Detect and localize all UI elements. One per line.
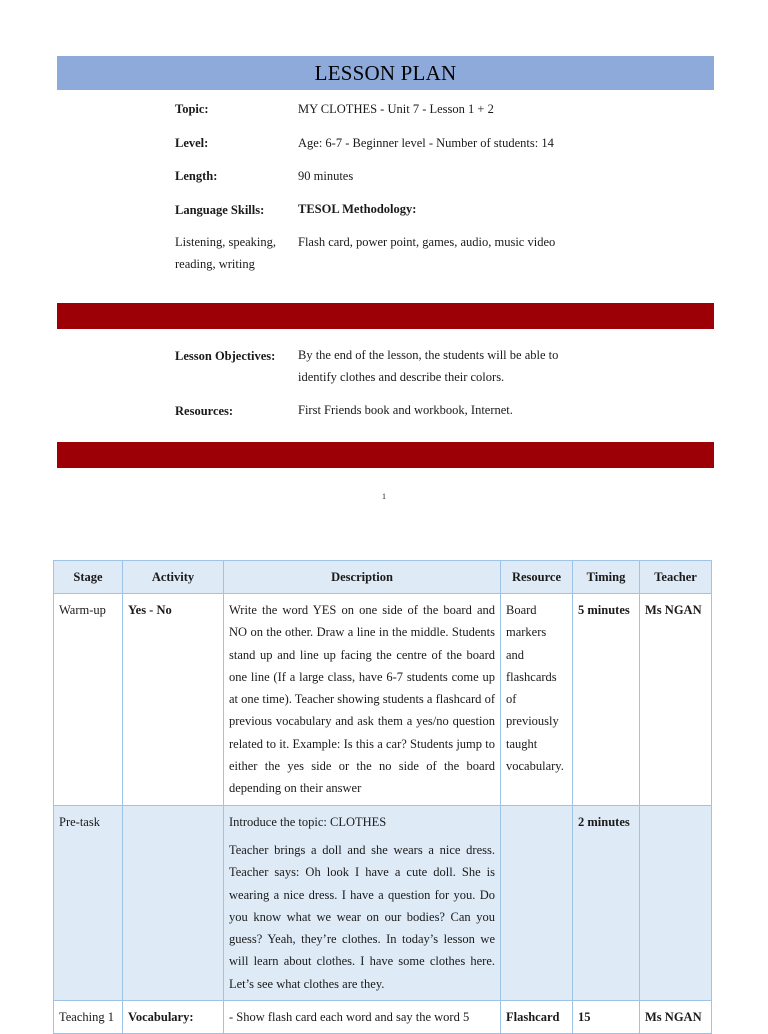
header-activity: Activity: [123, 561, 224, 594]
cell-description: Write the word YES on one side of the board and NO on the other. Draw a line in the middle. Students stand up and line up facing the centre of the board one line (If a large class, have 6-7 students come up at one time). Teacher showing students a flashcard of previous vocabulary and ask them a yes/no question related to it. Example: Is this a car? Students jump to either the yes side or the no side of the board depending on their answer: [224, 594, 501, 806]
lesson-plan-table: [53, 560, 712, 1034]
description-intro: Introduce the topic: CLOTHES: [229, 814, 387, 829]
cell-activity: [123, 805, 224, 1000]
lesson-objectives-label: Lesson Objectives:: [175, 349, 276, 363]
resources-label: Resources:: [175, 404, 234, 418]
table-header-row: [54, 561, 712, 594]
cell-resource: Flashcard: [501, 1001, 573, 1034]
length-label: Length:: [175, 169, 218, 183]
section-divider-red: [57, 303, 714, 329]
length-value: 90 minutes: [298, 169, 354, 183]
methodology-value: Flash card, power point, games, audio, music video: [298, 235, 556, 249]
cell-stage: Pre-task: [54, 805, 123, 1000]
section-divider-red-2: [57, 442, 714, 468]
cell-description: [224, 805, 501, 1000]
cell-stage: Warm-up: [54, 594, 123, 806]
level-label: Level:: [175, 136, 209, 150]
level-value: Age: 6-7 - Beginner level - Number of students: 14: [298, 136, 554, 150]
header-resource: Resource: [501, 561, 573, 594]
methodology-label: TESOL Methodology:: [298, 202, 417, 216]
cell-stage: Teaching 1: [54, 1001, 123, 1034]
header-teacher: Teacher: [640, 561, 712, 594]
table-row: [54, 594, 712, 806]
lesson-objectives-value: By the end of the lesson, the students will be able to identify clothes and describe their colors.: [298, 348, 559, 384]
cell-description: - Show flash card each word and say the word 5: [224, 1001, 501, 1034]
table-row: [54, 805, 712, 1000]
cell-teacher: [640, 805, 712, 1000]
language-skills-label: Language Skills:: [175, 203, 265, 217]
cell-teacher: Ms NGAN: [640, 1001, 712, 1034]
cell-timing: 5 minutes: [573, 594, 640, 806]
cell-activity: Vocabulary:: [123, 1001, 224, 1034]
cell-timing: 2 minutes: [573, 805, 640, 1000]
cell-teacher: Ms NGAN: [640, 594, 712, 806]
cell-activity: Yes - No: [123, 594, 224, 806]
cell-timing: 15: [573, 1001, 640, 1034]
header-timing: Timing: [573, 561, 640, 594]
topic-label: Topic:: [175, 102, 209, 116]
language-skills-value: Listening, speaking, reading, writing: [175, 235, 277, 271]
page-number: 1: [382, 492, 386, 501]
topic-value: MY CLOTHES - Unit 7 - Lesson 1 + 2: [298, 102, 494, 116]
title-bar: [57, 56, 714, 90]
resources-value: First Friends book and workbook, Internet.: [298, 403, 513, 417]
description-body: Teacher brings a doll and she wears a nice dress. Teacher says: Oh look I have a cute doll. She is wearing a nice dress. I have a question for you. Do you know what we wear on our bodies? Can you guess? Yeah, they’re clothes. In today’s lesson we will learn about clothes. I have some clothes here. Let’s see what clothes are they.: [229, 842, 495, 991]
header-description: Description: [224, 561, 501, 594]
cell-resource: [501, 805, 573, 1000]
header-stage: Stage: [54, 561, 123, 594]
cell-resource: Board markers and flashcards of previously taught vocabulary.: [501, 594, 573, 806]
table-row: [54, 1001, 712, 1034]
page-title: LESSON PLAN: [314, 60, 457, 85]
